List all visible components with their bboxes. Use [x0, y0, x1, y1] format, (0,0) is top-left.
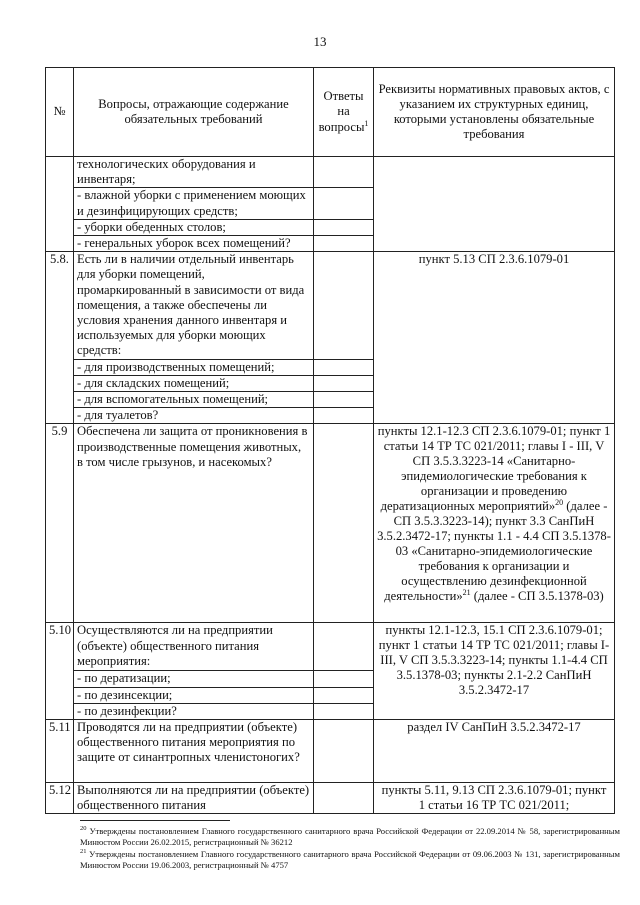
table-row: [46, 720, 615, 783]
row-number: [46, 157, 74, 252]
header-questions: Вопросы, отражающие содержание обязательных требований: [74, 68, 314, 157]
question-cell: - для вспомогательных помещений;: [74, 392, 314, 408]
answer-cell[interactable]: [314, 720, 374, 783]
footnote-mark: 20: [555, 498, 564, 508]
table-header-row: [46, 68, 615, 157]
row-number: 5.11: [46, 720, 74, 783]
question-cell: Проводятся ли на предприятии (объекте) общественного питания мероприятия по защите от синантропных членистоногих?: [74, 720, 314, 783]
header-number: №: [46, 68, 74, 157]
question-cell: - уборки обеденных столов;: [74, 219, 314, 235]
footnote-21: $^{21}$ Утверждены постановлением Главного государственного санитарного врача Российской Федерации от 09.06.2003 № 131, зарегистрированным Минюстом России 19.06.2003, регистрационный № 4757: [80, 847, 620, 871]
table-row: [46, 783, 615, 814]
answer-cell[interactable]: [314, 687, 374, 703]
question-cell: - по дезинсекции;: [74, 687, 314, 703]
row-number: 5.8.: [46, 252, 74, 424]
reference-cell: пункт 5.13 СП 2.3.6.1079-01: [374, 252, 615, 424]
header-answers: Ответы на вопросы$^1$: [314, 68, 374, 157]
answer-cell[interactable]: [314, 703, 374, 719]
question-cell: Выполняются ли на предприятии (объекте) общественного питания: [74, 783, 314, 814]
question-cell: Осуществляются ли на предприятии (объекте) общественного питания мероприятия:: [74, 623, 314, 671]
footnote-divider: [80, 820, 230, 821]
question-cell: - для складских помещений;: [74, 375, 314, 391]
row-number: 5.9: [46, 424, 74, 623]
answer-cell[interactable]: [314, 157, 374, 188]
answer-cell[interactable]: [314, 424, 374, 623]
table-row: [46, 252, 615, 359]
question-cell: - для туалетов?: [74, 408, 314, 424]
table-row: [46, 157, 615, 188]
reference-cell: раздел IV СанПиН 3.5.2.3472-17: [374, 720, 615, 783]
question-cell: - генеральных уборок всех помещений?: [74, 236, 314, 252]
footnotes: [80, 826, 620, 872]
answer-cell[interactable]: [314, 236, 374, 252]
question-cell: технологических оборудования и инвентаря;: [74, 157, 314, 188]
table-row: [46, 623, 615, 671]
page-number: 13: [313, 34, 327, 49]
answer-cell[interactable]: [314, 392, 374, 408]
reference-cell: пункты 5.11, 9.13 СП 2.3.6.1079-01; пункт 1 статьи 16 ТР ТС 021/2011;: [374, 783, 615, 814]
reference-cell: пункты 12.1-12.3 СП 2.3.6.1079-01; пункт 1 статьи 14 ТР ТС 021/2011; главы I - III, V СП 3.5.3.3223-14 «Санитарно-эпидемиологические требования к организации и проведению дератизационных мероприятий»$^{20}$ (далее - СП 3.5.3.3223-14); пункт 3.3 СанПиН 3.5.2.3472-17; пункты 1.1 - 4.4 СП 3.5.1378-03 «Санитарно-эпидемиологические требования к организации и осуществлению дезинфекционной деятельности»$^{21}$ (далее - СП 3.5.1378-03): [374, 424, 615, 623]
footnote-mark: 1: [364, 118, 369, 128]
question-cell: - по дератизации;: [74, 671, 314, 687]
footnote-mark: 21: [462, 588, 471, 598]
table-row: [46, 424, 615, 623]
answer-cell[interactable]: [314, 671, 374, 687]
question-cell: - для производственных помещений;: [74, 359, 314, 375]
row-number: 5.10: [46, 623, 74, 720]
footnote-20: $^{20}$ Утверждены постановлением Главного государственного санитарного врача Российской Федерации от 22.09.2014 № 58, зарегистрированным Минюстом России 26.02.2015, регистрационный № 36212: [80, 825, 620, 848]
reference-cell: пункты 12.1-12.3, 15.1 СП 2.3.6.1079-01; пункт 1 статьи 14 ТР ТС 021/2011; главы I-III, V СП 3.5.3.3223-14; пункты 1.1-4.4 СП 3.5.1378-03; пункты 2.1-2.2 СанПиН 3.5.2.3472-17: [374, 623, 615, 720]
answer-cell[interactable]: [314, 375, 374, 391]
header-references: Реквизиты нормативных правовых актов, с указанием их структурных единиц, которыми установлены обязательные требования: [374, 68, 615, 157]
reference-cell: [374, 157, 615, 252]
answer-cell[interactable]: [314, 219, 374, 235]
question-cell: - по дезинфекции?: [74, 703, 314, 719]
question-cell: Обеспечена ли защита от проникновения в производственные помещения животных, в том числе грызунов, и насекомых?: [74, 424, 314, 623]
answer-cell[interactable]: [314, 408, 374, 424]
row-number: 5.12: [46, 783, 74, 814]
requirements-table: [45, 67, 615, 814]
answer-cell[interactable]: [314, 252, 374, 359]
answer-cell[interactable]: [314, 359, 374, 375]
answer-cell[interactable]: [314, 783, 374, 814]
answer-cell[interactable]: [314, 188, 374, 219]
question-cell: Есть ли в наличии отдельный инвентарь для уборки помещений, промаркированный в зависимости от вида помещения, а также обеспечены ли условия хранения данного инвентаря и используемых для уборки моющих средств:: [74, 252, 314, 359]
answer-cell[interactable]: [314, 623, 374, 671]
question-cell: - влажной уборки с применением моющих и дезинфицирующих средств;: [74, 188, 314, 219]
